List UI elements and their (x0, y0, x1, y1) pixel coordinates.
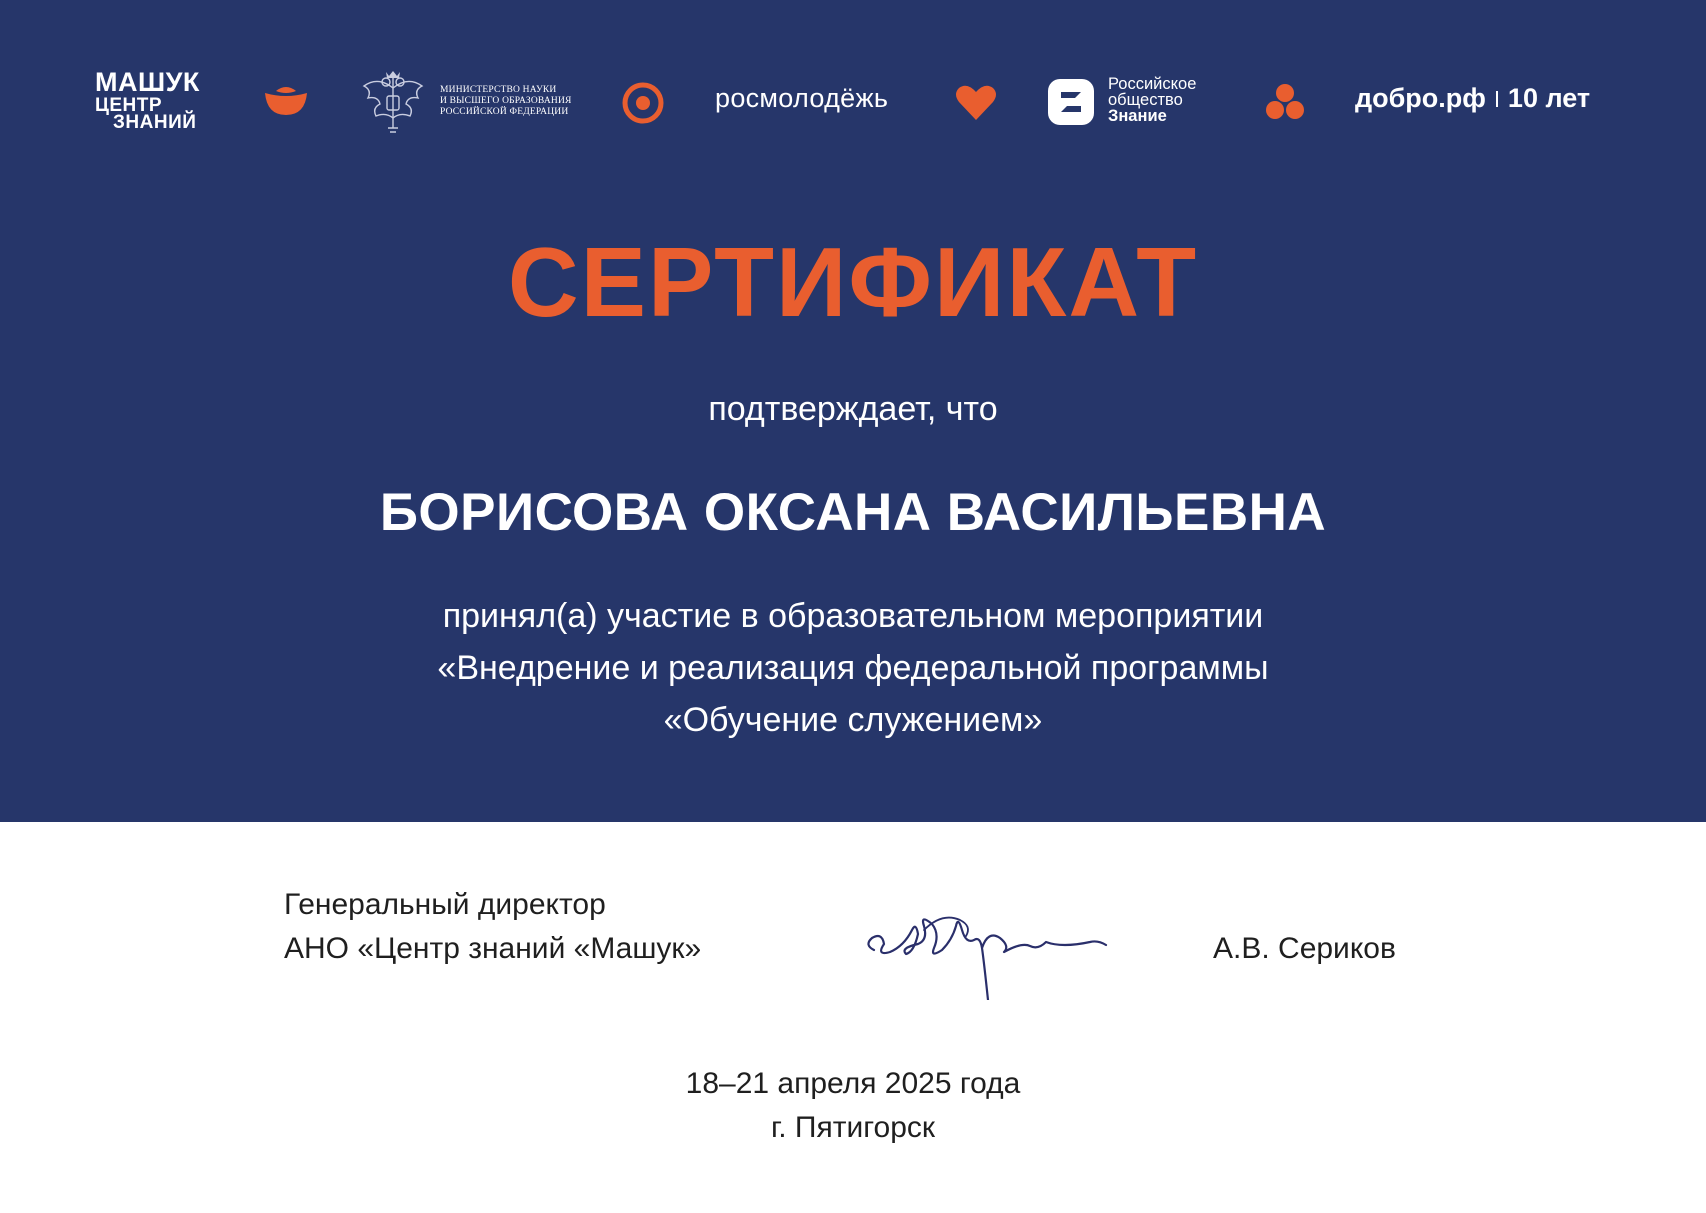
znanie-line2: общество (1108, 91, 1183, 109)
eagle-emblem-icon (358, 68, 428, 138)
signatory-position-line2: АНО «Центр знаний «Машук» (284, 932, 702, 965)
mashuk-logo-line2: ЦЕНТР (95, 95, 163, 116)
event-dates: 18–21 апреля 2025 года (685, 1067, 1021, 1100)
rosmolodezh-logo: росмолодёжь (715, 83, 889, 113)
target-icon (622, 82, 664, 124)
event-place: г. Пятигорск (770, 1111, 936, 1144)
handwritten-signature (862, 890, 1138, 1000)
confirms-text: подтверждает, что (708, 390, 998, 428)
participation-line-1: принял(а) участие в образовательном мероприятии (442, 597, 1264, 635)
signatory-name: А.В. Сериков (1213, 932, 1396, 965)
dobro-logo (1355, 80, 1590, 116)
recipient-name: БОРИСОВА ОКСАНА ВАСИЛЬЕВНА (379, 483, 1327, 542)
ministry-line2: И ВЫСШЕГО ОБРАЗОВАНИЯ (440, 96, 572, 106)
znanie-line3: Знание (1108, 107, 1167, 125)
clover-icon (1265, 82, 1305, 122)
signatory-position-line1: Генеральный директор (284, 888, 606, 921)
znanie-logo (1048, 76, 1218, 132)
partner-logos-row (0, 0, 1706, 170)
participation-text (0, 590, 1706, 746)
dobro-name: добро.рф (1355, 83, 1486, 113)
mashuk-logo-line3: ЗНАНИЙ (113, 112, 197, 133)
ministry-line3: РОССИЙСКОЙ ФЕДЕРАЦИИ (440, 107, 569, 117)
ministry-line1: МИНИСТЕРСТВО НАУКИ (440, 85, 557, 95)
participation-line-3: «Обучение служением» (663, 701, 1043, 739)
mashuk-logo (95, 68, 220, 134)
bowl-icon (265, 85, 307, 119)
heart-icon (955, 84, 997, 122)
ministry-logo (358, 68, 573, 138)
dobro-years: 10 лет (1507, 83, 1591, 113)
certificate-title: СЕРТИФИКАТ (507, 227, 1199, 337)
participation-line-2: «Внедрение и реализация федеральной программы (437, 649, 1269, 687)
znanie-badge-icon (1048, 79, 1094, 125)
dobro-separator (1496, 91, 1498, 107)
signatory-position (284, 883, 701, 971)
znanie-line1: Российское (1108, 75, 1197, 93)
mashuk-logo-line1: МАШУК (95, 67, 200, 97)
event-date-place (0, 1062, 1706, 1150)
